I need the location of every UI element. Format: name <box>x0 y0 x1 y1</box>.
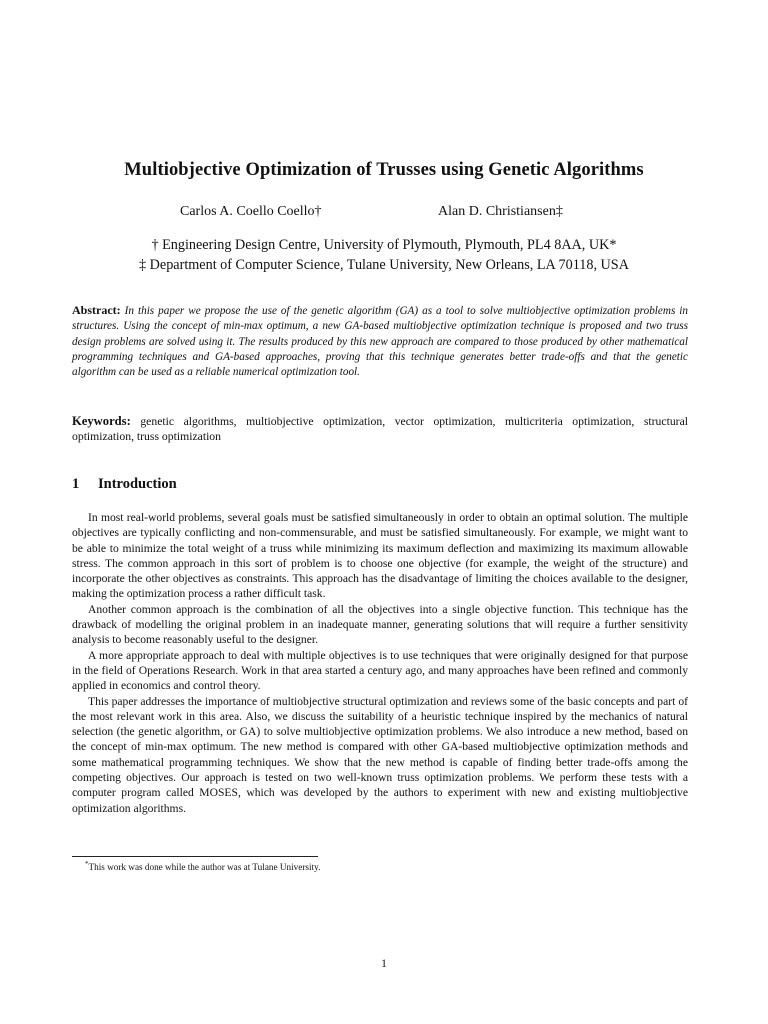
keywords-label: Keywords: <box>72 414 131 428</box>
section-number: 1 <box>72 476 80 492</box>
abstract <box>72 303 688 380</box>
affiliation-tulane: ‡ Department of Computer Science, Tulane University, New Orleans, LA 70118, USA <box>139 257 629 273</box>
keywords-text: genetic algorithms, multiobjective optimization, vector optimization, multicriteria optimization, structural optimization, truss optimization <box>72 415 688 444</box>
footnote <box>72 860 688 872</box>
paragraph: Another common approach is the combination of all the objectives into a single objective function. This technique has the drawback of modelling the original problem in an inadequate manner, generating solutions that will require a further sensitivity analysis to become reasonably useful to the designer. <box>72 602 688 647</box>
keywords <box>72 414 688 445</box>
page-number: 1 <box>381 958 387 970</box>
paragraph: This paper addresses the importance of multiobjective structural optimization and reviews some of the basic concepts and part of the most relevant work in this area. Also, we discuss the suitability of a heuristic technique inspired by the mechanics of natural selection (the genetic algorithm, or GA) to solve multiobjective optimization problems. We also introduce a new method, based on the concept of min-max optimum. The new method is compared with other GA-based multiobjective optimization methods and some mathematical programming techniques. We show that the new method is capable of finding better trade-offs among the competing objectives. Our approach is tested on two well-known truss optimization problems. We perform these tests with a computer program called MOSES, which was developed by the authors to experiment with new and existing multiobjective optimization algorithms. <box>72 694 688 815</box>
footnote-mark: * <box>85 860 89 868</box>
section-title: Introduction <box>98 476 177 492</box>
abstract-text: In this paper we propose the use of the genetic algorithm (GA) as a tool to solve multiobjective optimization problems in structures. Using the concept of min-max optimum, a new GA-based multiobjective optimization technique is proposed and two truss design problems are solved using it. The results produced by this new approach are compared to those produced by other mathematical programming techniques and GA-based approaches, proving that this technique generates better trade-offs and that the genetic algorithm can be used as a reliable numerical optimization tool. <box>72 305 688 379</box>
introduction-body <box>72 510 688 816</box>
section-heading-introduction <box>72 476 177 493</box>
paper-title: Multiobjective Optimization of Trusses using Genetic Algorithms <box>124 160 644 180</box>
footnote-divider <box>72 856 318 857</box>
affiliation-plymouth: † Engineering Design Centre, University of Plymouth, Plymouth, PL4 8AA, UK* <box>151 237 617 253</box>
paragraph: In most real-world problems, several goals must be satisfied simultaneously in order to obtain an optimal solution. The multiple objectives are typically conflicting and non-commensurable, and must be satisfied simultaneously. For example, we might want to be able to minimize the total weight of a truss while minimizing its maximum deflection and maximizing its maximum allowable stress. The common approach in this sort of problem is to choose one objective (for example, the weight of the structure) and incorporate the other objectives as constraints. This approach has the disadvantage of limiting the choices available to the designer, making the optimization process a rather difficult task. <box>72 511 688 601</box>
abstract-label: Abstract: <box>72 303 121 317</box>
paragraph: A more appropriate approach to deal with multiple objectives is to use techniques that were originally designed for that purpose in the field of Operations Research. Work in that area started a century ago, and many approaches have been refined and commonly applied in economics and control theory. <box>72 648 688 693</box>
author-christiansen: Alan D. Christiansen‡ <box>438 204 563 219</box>
footnote-text: This work was done while the author was at Tulane University. <box>88 862 321 873</box>
author-coello: Carlos A. Coello Coello† <box>180 204 322 219</box>
